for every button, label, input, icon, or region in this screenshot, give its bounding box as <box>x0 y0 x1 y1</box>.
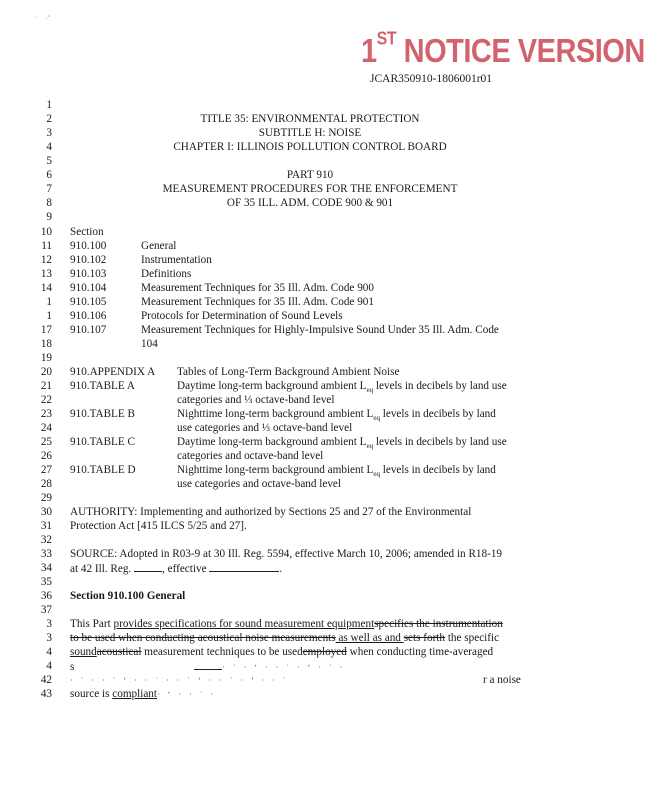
toc-section-number: 910.103 <box>70 268 107 280</box>
underline-blank <box>194 659 222 670</box>
deleted-text: specifies the instrumentation <box>374 618 503 630</box>
table-title-line-1: Nighttime long-term background ambient $L_{eq}$ levels in decibels by land <box>177 464 496 479</box>
line-number: 4 <box>46 660 52 672</box>
line-number: 37 <box>40 604 52 616</box>
toc-heading: Section <box>70 226 104 238</box>
line-number: 19 <box>40 352 52 364</box>
line-number: 33 <box>40 548 52 560</box>
table-title-line-1: Daytime long-term background ambient $L_{eq}$ levels in decibels by land use <box>177 436 507 451</box>
line-number: 6 <box>46 169 52 181</box>
body-line-4: s · ˙ · ‘ · · ˙ · ‘ · ˙ · <box>70 661 346 673</box>
body-line-5 <box>70 673 288 687</box>
line-number: 29 <box>40 492 52 504</box>
line-number: 18 <box>40 338 52 350</box>
document-id: JCAR350910-1806001r01 <box>370 73 493 85</box>
source-line-1: SOURCE: Adopted in R03-9 at 30 Ill. Reg. 5594, effective March 10, 2006; amended in R18-19 <box>70 548 503 560</box>
toc-section-title: Instrumentation <box>141 254 212 266</box>
line-number: 31 <box>40 520 52 532</box>
table-title-line-2: use categories and ⅓ octave-band level <box>177 422 353 434</box>
toc-section-number: 910.107 <box>70 324 107 336</box>
table-title-line-2: use categories and octave-band level <box>177 478 342 490</box>
inserted-text: as well as and <box>335 632 404 644</box>
table-title-line-2: categories and ⅓ octave-band level <box>177 394 335 406</box>
line-number: 4 <box>46 646 52 658</box>
table-title-line-1: Daytime long-term background ambient $L_{eq}$ levels in decibels by land use <box>177 380 507 395</box>
authority-line-2: Protection Act [415 ILCS 5/25 and 27]. <box>70 520 247 532</box>
line-number: 42 <box>40 674 52 686</box>
line-number: 2 <box>46 113 52 125</box>
subtitle-heading: SUBTITLE H: NOISE <box>258 127 362 139</box>
appendix-number: 910.APPENDIX A <box>70 366 156 378</box>
line-number: 32 <box>40 534 52 546</box>
toc-section-number: 910.105 <box>70 296 107 308</box>
toc-section-title: General <box>141 240 177 252</box>
volume-blank <box>134 561 162 572</box>
toc-section-title: Definitions <box>141 268 192 280</box>
toc-section-title: Measurement Techniques for 35 Ill. Adm. Code 900 <box>141 282 374 294</box>
authority-line-1: AUTHORITY: Implementing and authorized by Sections 25 and 27 of the Environmental <box>70 506 472 518</box>
line-number: 25 <box>40 436 52 448</box>
line-number: 21 <box>40 380 52 392</box>
line-number: 43 <box>40 688 52 700</box>
line-number: 13 <box>40 268 52 280</box>
effective-date-blank <box>209 561 279 572</box>
inserted-text: specifications for sound measurement equipment <box>152 618 375 630</box>
inserted-text: provides <box>113 618 153 630</box>
line-number: 10 <box>40 226 52 238</box>
line-number: 1 <box>46 99 52 111</box>
toc-section-number: 910.102 <box>70 254 107 266</box>
part-title-line-1: MEASUREMENT PROCEDURES FOR THE ENFORCEMENT <box>162 183 458 195</box>
deleted-text: employed <box>302 646 347 658</box>
section-heading: Section 910.100 General <box>70 590 186 602</box>
line-number: 1 <box>46 310 52 322</box>
table-number: 910.TABLE C <box>70 436 135 448</box>
line-number: 1 <box>46 296 52 308</box>
line-number: 12 <box>40 254 52 266</box>
line-number: 3 <box>46 632 52 644</box>
line-number: 4 <box>46 141 52 153</box>
part-title-line-2: OF 35 ILL. ADM. CODE 900 & 901 <box>226 197 394 209</box>
source-line-2: at 42 Ill. Reg. , effective . <box>70 563 283 575</box>
table-number: 910.TABLE A <box>70 380 135 392</box>
line-number: 11 <box>41 240 52 252</box>
body-line-2: to be used when conducting acoustical noise measurements as well as and sets forth the specific <box>70 632 500 644</box>
line-number: 8 <box>46 197 52 209</box>
scan-noise: · ‘ · · ˙ · <box>157 690 216 699</box>
table-number: 910.TABLE B <box>70 408 135 420</box>
title-heading: TITLE 35: ENVIRONMENTAL PROTECTION <box>200 113 420 125</box>
deleted-text: acoustical <box>96 646 142 658</box>
toc-section-title: Measurement Techniques for Highly-Impulsive Sound Under 35 Ill. Adm. Code <box>141 324 499 336</box>
deleted-text: sets forth <box>403 632 446 644</box>
chapter-heading: CHAPTER I: ILLINOIS POLLUTION CONTROL BOARD <box>173 141 447 153</box>
toc-section-title: Measurement Techniques for 35 Ill. Adm. Code 901 <box>141 296 374 308</box>
toc-section-number: 910.106 <box>70 310 107 322</box>
line-number: 22 <box>40 394 52 406</box>
line-number: 30 <box>40 506 52 518</box>
toc-section-title: Protocols for Determination of Sound Levels <box>141 310 343 322</box>
inserted-text: compliant <box>112 688 158 700</box>
line-number: 3 <box>46 127 52 139</box>
table-number: 910.TABLE D <box>70 464 136 476</box>
line-number: 26 <box>40 450 52 462</box>
body-line-1: This Part provides specifications for sound measurement equipmentspecifies the instrumentation <box>70 618 503 630</box>
line-number: 20 <box>40 366 52 378</box>
toc-section-number: 910.100 <box>70 240 107 252</box>
inserted-text: sound <box>70 646 97 658</box>
deleted-text: to be used when conducting acoustical noise measurements <box>70 632 336 644</box>
scan-speck: · <box>36 14 38 20</box>
scan-noise: · ˙ · · ˙ ‘ · · ˙ · · ˙ ‘ · · ˙ · ’ · · ˙ <box>70 676 289 685</box>
line-number: 3 <box>46 618 52 630</box>
line-number: 9 <box>46 211 52 223</box>
table-title-line-2: categories and octave-band level <box>177 450 324 462</box>
line-number: 24 <box>40 422 52 434</box>
appendix-title: Tables of Long-Term Background Ambient Noise <box>177 366 400 378</box>
line-number: 7 <box>46 183 52 195</box>
line-number: 34 <box>40 562 52 574</box>
line-number: 5 <box>46 155 52 167</box>
table-title-line-1: Nighttime long-term background ambient $L_{eq}$ levels in decibels by land <box>177 408 496 423</box>
notice-version-stamp: 1ST NOTICE VERSION <box>361 29 645 70</box>
scan-speck: ·ˇ <box>46 16 50 22</box>
body-line-3: soundacoustical measurement techniques to be usedemployed when conducting time-averaged <box>70 646 494 658</box>
line-number: 23 <box>40 408 52 420</box>
line-number: 27 <box>40 464 52 476</box>
line-number: 14 <box>40 282 52 294</box>
body-line-6: source is compliant· ‘ · · ˙ · <box>70 688 216 700</box>
scan-noise: · ˙ · ‘ · · ˙ · ‘ · ˙ · <box>222 663 346 672</box>
toc-section-number: 910.104 <box>70 282 107 294</box>
line-number: 17 <box>40 324 52 336</box>
part-heading: PART 910 <box>286 169 334 181</box>
body-line-5-end: r a noise <box>483 674 521 686</box>
line-number: 36 <box>40 590 52 602</box>
toc-section-title-continued: 104 <box>141 338 158 350</box>
line-number: 28 <box>40 478 52 490</box>
line-number: 35 <box>40 576 52 588</box>
